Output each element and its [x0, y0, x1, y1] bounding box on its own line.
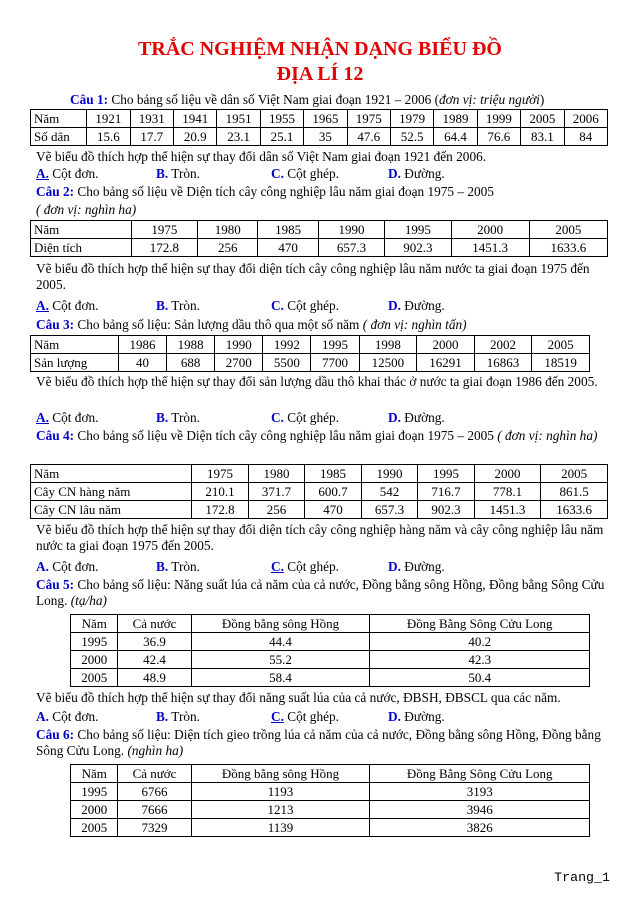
option-key: A. — [36, 410, 49, 425]
page-title: TRẮC NGHIỆM NHẬN DẠNG BIỂU ĐỒ — [138, 38, 502, 60]
option-key: D. — [388, 166, 401, 181]
table-cell: 1193 — [191, 783, 370, 801]
table-cell: 3946 — [370, 801, 590, 819]
q1-text: Cho bảng số liệu về dân số Việt Nam giai đoạn 1921 – 2006 ( — [111, 92, 440, 107]
table-cell: 657.3 — [361, 501, 418, 519]
q6-table — [70, 764, 590, 837]
q1-label: Câu 1: — [70, 92, 109, 107]
table-cell: 16291 — [417, 354, 475, 372]
table-cell: 902.3 — [418, 501, 475, 519]
table-row — [31, 483, 608, 501]
answer-option — [156, 709, 200, 725]
q4-question: Vẽ biểu đồ thích hợp thể hiện sự thay đổi diện tích cây công nghiệp hàng năm và cây công nghiệp lâu năm nước ta giai đoạn 1975 đến 2005. — [36, 522, 604, 553]
table-cell: 76.6 — [477, 128, 520, 146]
q6-prompt — [36, 727, 611, 759]
table-cell: 1990 — [361, 465, 418, 483]
q1-table — [30, 109, 608, 146]
option-text: Đường. — [400, 410, 445, 425]
row-header-cell: Năm — [31, 221, 132, 239]
table-row — [31, 336, 590, 354]
table-cell: 542 — [361, 483, 418, 501]
q4-label: Câu 4: — [36, 428, 75, 443]
option-text: Cột đơn. — [48, 709, 99, 724]
table-cell: 256 — [198, 239, 258, 257]
table-row — [71, 819, 590, 837]
table-cell: 2000 — [451, 221, 529, 239]
q4-text: Cho bảng số liệu về Diện tích cây công nghiệp lâu năm giai đoạn 1975 – 2005 — [77, 428, 494, 443]
option-text: Đường. — [400, 559, 445, 574]
q4-prompt — [36, 428, 611, 444]
table-cell: 1988 — [167, 336, 215, 354]
q4-unit: ( đơn vị: nghìn ha) — [497, 428, 598, 443]
table-cell: 47.6 — [347, 128, 390, 146]
table-cell: 64.4 — [434, 128, 477, 146]
q2-prompt — [36, 184, 494, 200]
table-cell: 2005 — [521, 110, 564, 128]
table-cell: 1965 — [304, 110, 347, 128]
option-text: Cột ghép. — [283, 559, 339, 574]
table-cell: 1955 — [260, 110, 303, 128]
table-cell: 48.9 — [118, 669, 191, 687]
table-cell: 42.3 — [370, 651, 590, 669]
table-cell: 1992 — [263, 336, 311, 354]
q1-question: Vẽ biểu đồ thích hợp thể hiện sự thay đổi dân số Việt Nam giai đoạn 1921 đến 2006. — [36, 149, 487, 164]
option-key: C. — [271, 559, 284, 574]
table-row — [71, 783, 590, 801]
table-cell: 1633.6 — [541, 501, 608, 519]
option-text: Cột đơn. — [48, 559, 99, 574]
table-cell: Đồng bằng sông Hồng — [191, 615, 370, 633]
table-cell: 1980 — [248, 465, 305, 483]
table-cell: 12500 — [359, 354, 417, 372]
table-cell: 1989 — [434, 110, 477, 128]
q1-close: ) — [539, 92, 545, 107]
q6-unit: (nghìn ha) — [127, 743, 184, 758]
table-cell: 1921 — [87, 110, 130, 128]
table-cell: 58.4 — [191, 669, 370, 687]
q5-prompt — [36, 577, 611, 609]
q3-table — [30, 335, 590, 372]
option-key: B. — [156, 559, 169, 574]
row-header-cell: Số dân — [31, 128, 87, 146]
table-cell: Đồng bằng sông Hồng — [191, 765, 370, 783]
answer-option — [271, 559, 339, 575]
answer-option — [271, 410, 339, 426]
q5-text: Cho bảng số liệu: Năng suất lúa cả năm của cả nước, Đồng bằng sông Hồng, Đồng bằng Sông Cửu Long. — [36, 577, 605, 608]
option-text: Tròn. — [168, 709, 200, 724]
option-key: A. — [36, 559, 49, 574]
row-header-cell: Năm — [31, 465, 192, 483]
table-cell: 716.7 — [418, 483, 475, 501]
table-cell: 1975 — [192, 465, 249, 483]
option-text: Tròn. — [168, 559, 200, 574]
answer-option — [388, 166, 445, 182]
table-cell: 371.7 — [248, 483, 305, 501]
table-row — [31, 239, 608, 257]
option-key: D. — [388, 709, 401, 724]
table-cell: 1951 — [217, 110, 260, 128]
option-text: Cột ghép. — [283, 709, 339, 724]
answer-option — [388, 559, 445, 575]
row-header-cell: 2005 — [71, 669, 118, 687]
table-cell: 2005 — [529, 221, 607, 239]
table-cell: 1975 — [347, 110, 390, 128]
page-number: Trang_1 — [554, 870, 610, 885]
answer-option — [156, 559, 200, 575]
option-text: Cột đơn. — [48, 410, 99, 425]
table-cell: 1941 — [174, 110, 217, 128]
q6-text: Cho bảng số liệu: Diện tích gieo trồng lúa cả năm của cả nước, Đồng bằng sông Hồng, Đồng bằng Sông Cửu Long. — [36, 727, 601, 758]
table-cell: 172.8 — [131, 239, 197, 257]
option-text: Tròn. — [168, 410, 200, 425]
answer-option — [271, 709, 339, 725]
option-key: C. — [271, 298, 284, 313]
page-subtitle: ĐỊA LÍ 12 — [276, 63, 364, 85]
q5-table — [70, 614, 590, 687]
answer-option — [388, 298, 445, 314]
table-cell: 2006 — [564, 110, 607, 128]
q3-text: Cho bảng số liệu: Sản lượng dầu thô qua một số năm — [77, 317, 360, 332]
table-cell: 3193 — [370, 783, 590, 801]
table-cell: 210.1 — [192, 483, 249, 501]
answer-option — [36, 559, 98, 575]
table-cell: 470 — [305, 501, 362, 519]
table-cell: 44.4 — [191, 633, 370, 651]
q2-label: Câu 2: — [36, 184, 75, 199]
answer-option — [388, 410, 445, 426]
table-cell: 688 — [167, 354, 215, 372]
row-header-cell: Năm — [71, 615, 118, 633]
table-cell: 1980 — [198, 221, 258, 239]
table-cell: 1998 — [359, 336, 417, 354]
table-cell: 1213 — [191, 801, 370, 819]
table-cell: 84 — [564, 128, 607, 146]
table-cell: 1999 — [477, 110, 520, 128]
table-cell: 15.6 — [87, 128, 130, 146]
answer-option — [36, 298, 98, 314]
table-row — [71, 651, 590, 669]
option-text: Tròn. — [168, 166, 200, 181]
option-text: Cột ghép. — [283, 410, 339, 425]
option-key: C. — [271, 709, 284, 724]
q6-label: Câu 6: — [36, 727, 75, 742]
row-header-cell: Cây CN hàng năm — [31, 483, 192, 501]
row-header-cell: Cây CN lâu năm — [31, 501, 192, 519]
q3-prompt — [36, 317, 467, 333]
table-cell: 52.5 — [390, 128, 433, 146]
table-cell: 1633.6 — [529, 239, 607, 257]
table-row — [31, 221, 608, 239]
table-cell: 2000 — [417, 336, 475, 354]
q1-prompt — [70, 92, 544, 108]
table-cell: 172.8 — [192, 501, 249, 519]
table-row — [71, 765, 590, 783]
table-cell: 18519 — [532, 354, 590, 372]
option-key: B. — [156, 410, 169, 425]
q1-unit: đơn vị: triệu người — [439, 92, 540, 107]
q5-label: Câu 5: — [36, 577, 75, 592]
q3-question: Vẽ biểu đồ thích hợp thể hiện sự thay đổi sản lượng dầu thô khai thác ở nước ta giai đoạn 1986 đến 2005. — [36, 374, 598, 389]
table-cell: 861.5 — [541, 483, 608, 501]
answer-option — [156, 298, 200, 314]
table-cell: 902.3 — [385, 239, 451, 257]
table-cell: 23.1 — [217, 128, 260, 146]
table-row — [71, 615, 590, 633]
answer-option — [36, 166, 98, 182]
table-cell: Đồng Bằng Sông Cửu Long — [370, 615, 590, 633]
table-cell: 5500 — [263, 354, 311, 372]
answer-option — [156, 166, 200, 182]
table-cell: 2002 — [474, 336, 532, 354]
option-key: B. — [156, 166, 169, 181]
option-key: A. — [36, 166, 49, 181]
table-cell: 16863 — [474, 354, 532, 372]
q2-question: Vẽ biểu đồ thích hợp thể hiện sự thay đổi diện tích cây công nghiệp lâu năm nước ta giai đoạn 1975 đến 2005. — [36, 261, 590, 292]
table-cell: 657.3 — [318, 239, 384, 257]
q3-label: Câu 3: — [36, 317, 75, 332]
answer-option — [156, 410, 200, 426]
table-cell: Cả nước — [118, 765, 191, 783]
option-key: B. — [156, 709, 169, 724]
option-key: A. — [36, 709, 49, 724]
table-cell: 7700 — [311, 354, 359, 372]
q5-unit: (tạ/ha) — [70, 593, 107, 608]
option-text: Tròn. — [168, 298, 200, 313]
option-key: D. — [388, 298, 401, 313]
table-cell: 2700 — [215, 354, 263, 372]
option-key: C. — [271, 166, 284, 181]
table-cell: 3826 — [370, 819, 590, 837]
table-cell: 1975 — [131, 221, 197, 239]
table-cell: 1985 — [258, 221, 318, 239]
table-cell: 1985 — [305, 465, 362, 483]
table-row — [71, 633, 590, 651]
table-cell: 2000 — [474, 465, 541, 483]
table-cell: 20.9 — [174, 128, 217, 146]
row-header-cell: Diện tích — [31, 239, 132, 257]
option-text: Cột đơn. — [48, 298, 99, 313]
option-text: Đường. — [400, 298, 445, 313]
option-key: A. — [36, 298, 49, 313]
table-cell: 25.1 — [260, 128, 303, 146]
table-cell: 600.7 — [305, 483, 362, 501]
q5-question: Vẽ biểu đồ thích hợp thể hiện sự thay đổi năng suất lúa của cả nước, ĐBSH, ĐBSCL qua các năm. — [36, 690, 561, 705]
row-header-cell: 2000 — [71, 651, 118, 669]
row-header-cell: 2005 — [71, 819, 118, 837]
table-cell: 1990 — [318, 221, 384, 239]
option-text: Cột ghép. — [283, 166, 339, 181]
table-cell: 256 — [248, 501, 305, 519]
table-cell: 55.2 — [191, 651, 370, 669]
table-cell: 7666 — [118, 801, 191, 819]
table-cell: 1995 — [311, 336, 359, 354]
table-row — [71, 669, 590, 687]
row-header-cell: 1995 — [71, 783, 118, 801]
table-cell: 1979 — [390, 110, 433, 128]
option-text: Cột đơn. — [48, 166, 99, 181]
table-cell: 36.9 — [118, 633, 191, 651]
answer-option — [271, 298, 339, 314]
row-header-cell: Năm — [71, 765, 118, 783]
table-cell: 6766 — [118, 783, 191, 801]
option-key: D. — [388, 559, 401, 574]
answer-option — [388, 709, 445, 725]
table-row — [31, 465, 608, 483]
table-cell: 40 — [118, 354, 166, 372]
q4-table — [30, 464, 608, 519]
table-cell: 1139 — [191, 819, 370, 837]
table-cell: 1990 — [215, 336, 263, 354]
table-cell: 778.1 — [474, 483, 541, 501]
table-row — [31, 110, 608, 128]
q2-unit: ( đơn vị: nghìn ha) — [36, 202, 137, 217]
row-header-cell: Năm — [31, 110, 87, 128]
table-cell: 42.4 — [118, 651, 191, 669]
answer-option — [36, 709, 98, 725]
row-header-cell: Sản lượng — [31, 354, 119, 372]
option-key: C. — [271, 410, 284, 425]
table-cell: 83.1 — [521, 128, 564, 146]
table-cell: 2005 — [532, 336, 590, 354]
table-cell: 17.7 — [130, 128, 173, 146]
option-text: Đường. — [400, 709, 445, 724]
row-header-cell: Năm — [31, 336, 119, 354]
table-cell: 2005 — [541, 465, 608, 483]
table-cell: 1931 — [130, 110, 173, 128]
table-row — [31, 354, 590, 372]
table-cell: 1986 — [118, 336, 166, 354]
option-key: B. — [156, 298, 169, 313]
table-cell: 40.2 — [370, 633, 590, 651]
option-text: Đường. — [400, 166, 445, 181]
table-cell: 1451.3 — [474, 501, 541, 519]
q2-table — [30, 220, 608, 257]
option-key: D. — [388, 410, 401, 425]
table-cell: 1995 — [385, 221, 451, 239]
table-cell: Cả nước — [118, 615, 191, 633]
table-cell: 1451.3 — [451, 239, 529, 257]
option-text: Cột ghép. — [283, 298, 339, 313]
table-cell: Đồng Bằng Sông Cửu Long — [370, 765, 590, 783]
table-cell: 1995 — [418, 465, 475, 483]
table-row — [31, 128, 608, 146]
answer-option — [36, 410, 98, 426]
table-cell: 35 — [304, 128, 347, 146]
table-row — [71, 801, 590, 819]
q2-text: Cho bảng số liệu về Diện tích cây công nghiệp lâu năm giai đoạn 1975 – 2005 — [77, 184, 494, 199]
answer-option — [271, 166, 339, 182]
table-row — [31, 501, 608, 519]
q3-unit: ( đơn vị: nghìn tấn) — [362, 317, 467, 332]
table-cell: 470 — [258, 239, 318, 257]
row-header-cell: 2000 — [71, 801, 118, 819]
table-cell: 50.4 — [370, 669, 590, 687]
row-header-cell: 1995 — [71, 633, 118, 651]
table-cell: 7329 — [118, 819, 191, 837]
